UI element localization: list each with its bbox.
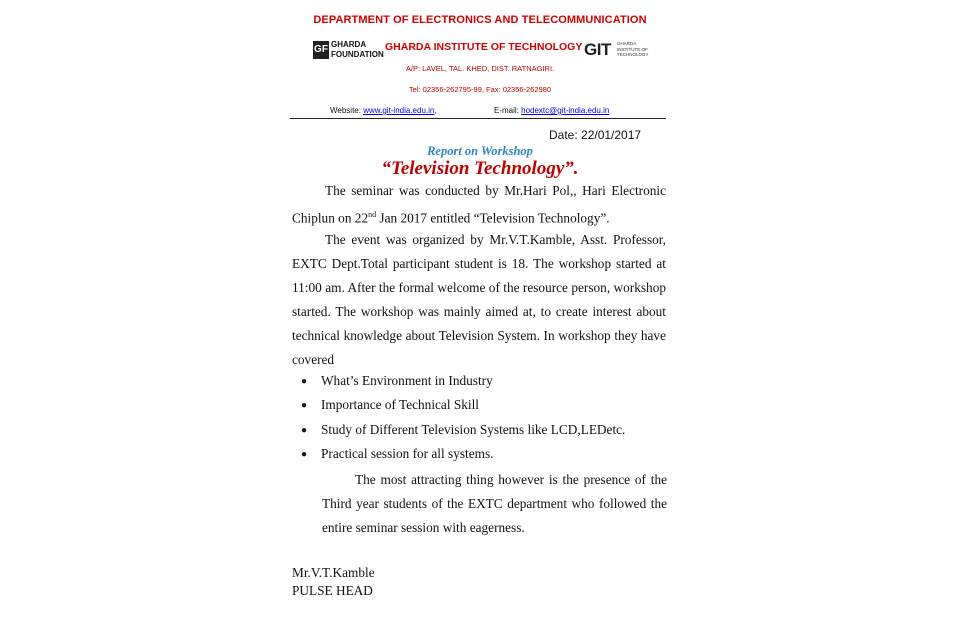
list-item-text: What’s Environment in Industry bbox=[321, 373, 493, 388]
list-item-text: Importance of Technical Skill bbox=[321, 397, 479, 412]
website-row bbox=[330, 106, 437, 115]
department-heading: DEPARTMENT OF ELECTRONICS AND TELECOMMUNICATION bbox=[313, 14, 647, 26]
paragraph-1-line-1: The seminar was conducted by Mr.Hari Pol,, Hari Electronic bbox=[325, 183, 666, 198]
paragraph-1-text-a: Chiplun on 22 bbox=[292, 210, 369, 226]
gf-logo-line2: FOUNDATION bbox=[331, 50, 384, 59]
website-label: Website: bbox=[330, 106, 364, 115]
bullet-icon: ● bbox=[301, 376, 308, 387]
website-link[interactable]: www.git-india.edu.in bbox=[363, 106, 435, 115]
website-suffix: , bbox=[434, 106, 437, 115]
paragraph-2: The event was organized by Mr.V.T.Kamble, Asst. Professor, EXTC Dept.Total participant student is 18. The workshop started at 11:00 am. After the formal welcome of the resource person, workshop started. The workshop was mainly aimed at, to create interest about technical knowledge about Television System. In workshop they have covered bbox=[292, 232, 666, 367]
email-link[interactable]: hodextc@git-india.edu.in bbox=[521, 106, 610, 115]
signatory-name: Mr.V.T.Kamble bbox=[292, 565, 375, 580]
gf-logo-mark: GF bbox=[313, 41, 329, 59]
report-date: Date: 22/01/2017 bbox=[549, 128, 642, 142]
bullet-icon: ● bbox=[301, 400, 308, 411]
bullet-icon: ● bbox=[301, 425, 308, 436]
gharda-foundation-logo bbox=[313, 40, 384, 62]
list-item-text: Study of Different Television Systems like LCD,LEDetc. bbox=[321, 422, 626, 437]
git-logo-mark: GIT bbox=[584, 40, 611, 59]
report-subtitle: Report on Workshop bbox=[427, 144, 533, 158]
git-logo-line3: TECHNOLOGY bbox=[617, 52, 649, 57]
list-item-text: Practical session for all systems. bbox=[321, 446, 494, 461]
gf-logo-text bbox=[331, 40, 384, 60]
git-logo-text bbox=[617, 41, 649, 58]
closing-paragraph: The most attracting thing however is the presence of the Third year students of the EXTC department who followed the entire seminar session with eagerness. bbox=[322, 472, 667, 535]
ordinal-suffix: nd bbox=[368, 210, 377, 219]
list-item bbox=[301, 446, 493, 462]
email-row bbox=[494, 106, 609, 115]
bullet-icon: ● bbox=[301, 449, 308, 460]
institute-address: A/P: LAVEL, TAL. KHED, DIST. RATNAGIRI. bbox=[405, 64, 555, 73]
institute-phone: Tel: 02356-262795-99, Fax: 02356-262980 bbox=[408, 85, 552, 94]
institute-name: GHARDA INSTITUTE OF TECHNOLOGY bbox=[385, 41, 583, 53]
report-title: “Television Technology”. bbox=[381, 158, 579, 179]
list-item bbox=[301, 397, 479, 413]
signatory-role: PULSE HEAD bbox=[292, 583, 373, 598]
list-item bbox=[301, 373, 493, 389]
git-logo-line1: GHARDA bbox=[617, 41, 637, 46]
list-item bbox=[301, 422, 625, 438]
paragraph-1-text-b: Jan 2017 entitled “Television Technology”. bbox=[376, 210, 610, 226]
gf-logo-line1: GHARDA bbox=[331, 40, 367, 49]
git-logo-line2: INSTITUTE OF bbox=[617, 46, 648, 52]
git-logo bbox=[584, 38, 649, 64]
paragraph-1-line-2 bbox=[292, 203, 666, 230]
header-divider bbox=[290, 118, 666, 119]
email-label: E-mail: bbox=[494, 106, 522, 115]
